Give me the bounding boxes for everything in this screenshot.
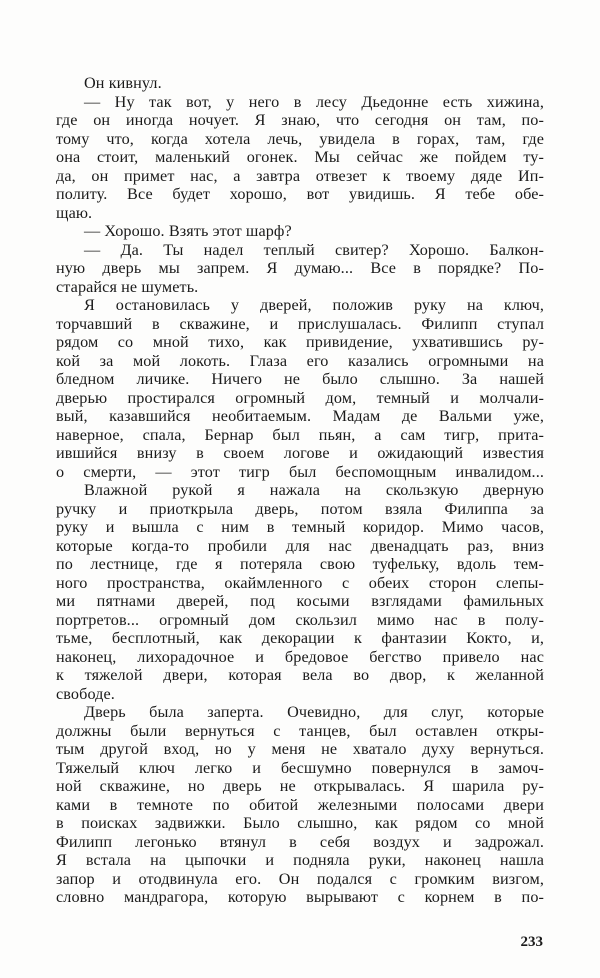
page-number: 233 [520, 934, 543, 950]
text-line: вый, казавшийся необитаемым. Мадам де Вальми уже, [56, 407, 544, 425]
text-line: должны были вернуться с танцев, был оставлен откры- [56, 721, 544, 740]
text-line: где он иногда ночует. Я знаю, что сегодня он там, по- [56, 111, 544, 129]
text-line: словно мандрагора, которую вырывают с корнем в по- [56, 888, 544, 906]
text-line: наконец, лихорадочное и бредовое бегство привело нас [56, 647, 544, 666]
text-line: тьме, бесплотный, как декорации к фантазии Кокто, и, [56, 629, 544, 647]
text-line: — Ну так вот, у него в лесу Дьедонне есть хижина, [84, 92, 544, 111]
text-line: Он кивнул. [84, 74, 162, 92]
text-line: в поисках задвижки. Было слышно, как рядом со мной [56, 814, 544, 832]
text-line: кой за мой локоть. Глаза его казались огромными на [56, 351, 544, 370]
text-line: Дверь была заперта. Очевидно, для слуг, которые [84, 703, 544, 721]
text-line: рядом со мной тихо, как привидение, ухватившись ру- [56, 333, 544, 351]
text-line: дверью простирался огромный дом, темный и молчали- [56, 388, 544, 407]
body-text [56, 74, 544, 907]
text-line: по лестнице, где я потеряла свою туфельку, вдоль тем- [56, 555, 544, 573]
text-line: бледном личике. Ничего не было слышно. За нашей [56, 370, 544, 388]
text-line: руку и вышла с ним в темный коридор. Мимо часов, [56, 518, 544, 536]
text-line: ную дверь мы запрем. Я думаю... Все в порядке? По- [56, 259, 544, 277]
text-line: о смерти, — этот тигр был беспомощным инвалидом... [56, 462, 544, 481]
text-line: Влажной рукой я нажала на скользкую дверную [84, 481, 544, 499]
text-line: Тяжелый ключ легко и бесшумно повернулся в замоч- [56, 758, 544, 777]
text-line: щаю. [56, 203, 93, 222]
text-line: старайся не шуметь. [56, 277, 199, 296]
text-line: тому что, когда хотела лечь, увидела в горах, там, где [56, 129, 544, 148]
text-line: она стоит, маленький огонек. Мы сейчас же пойдем ту- [56, 148, 544, 166]
text-line: Филипп легонько втянул в себя воздух и задрожал. [56, 832, 544, 851]
text-line: ками в темноте по обитой железными полосами двери [56, 795, 544, 814]
text-line: ручку и приоткрыла дверь, потом взяла Филиппа за [56, 499, 544, 518]
text-line: ившийся внизу в своем логове и ожидающий известия [56, 444, 544, 462]
text-line: тым другой вход, но у меня не хватало духу вернуться. [56, 740, 544, 758]
text-line: торчавший в скважине, и прислушалась. Филипп ступал [56, 314, 544, 333]
text-line: наверное, спала, Бернар был пьян, а сам тигр, прита- [56, 425, 544, 444]
text-line: свободе. [56, 684, 115, 703]
text-line: портретов... огромный дом скользил мимо нас в полу- [56, 610, 544, 629]
text-line: ной скважине, но дверь не открывалась. Я шарила ру- [56, 777, 544, 795]
text-line: к тяжелой двери, которая вела во двор, к желанной [56, 666, 544, 684]
text-line: — Хорошо. Взять этот шарф? [84, 222, 292, 240]
text-line: запор и отодвинула его. Он подался с громким визгом, [56, 869, 544, 888]
text-line: ного пространства, окаймленного с обеих сторон слепы- [56, 573, 544, 592]
text-line: Я встала на цыпочки и подняла руки, наконец нашла [56, 851, 544, 869]
text-line: да, он примет нас, а завтра отвезет к твоему дяде Ип- [56, 166, 544, 185]
text-line: Я остановилась у дверей, положив руку на ключ, [84, 296, 544, 314]
text-line: политу. Все будет хорошо, вот увидишь. Я тебе обе- [56, 185, 544, 203]
text-line: ми пятнами дверей, под косыми взглядами фамильных [56, 592, 544, 610]
text-line: которые когда-то пробили для нас двенадцать раз, вниз [56, 536, 544, 555]
text-line: — Да. Ты надел теплый свитер? Хорошо. Балкон- [84, 240, 544, 259]
